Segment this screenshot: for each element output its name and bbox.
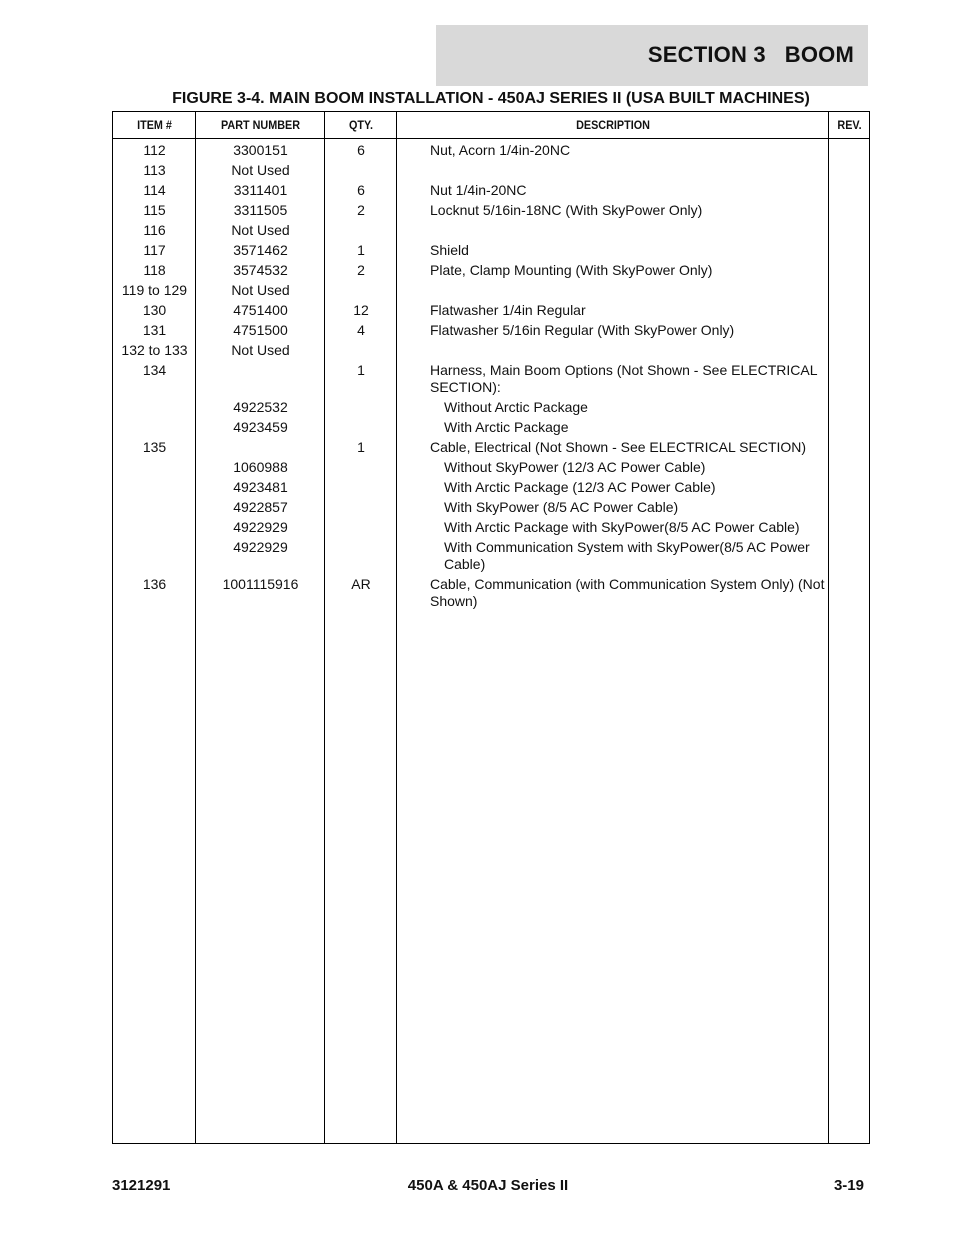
description: Flatwasher 5/16in Regular (With SkyPower Only) bbox=[430, 322, 735, 338]
description: Plate, Clamp Mounting (With SkyPower Only) bbox=[430, 262, 713, 278]
part-number: Not Used bbox=[231, 282, 290, 298]
part-number: 1060988 bbox=[233, 459, 288, 475]
part-number: Not Used bbox=[231, 222, 290, 238]
header-item: ITEM # bbox=[137, 118, 172, 132]
description: With SkyPower (8/5 AC Power Cable) bbox=[444, 499, 679, 515]
quantity: 4 bbox=[357, 322, 365, 338]
part-number: 3311505 bbox=[233, 202, 288, 218]
table-row bbox=[113, 240, 869, 260]
quantity: 6 bbox=[357, 142, 365, 158]
item-number: 119 to 129 bbox=[121, 282, 188, 298]
table-row bbox=[113, 457, 869, 477]
table-row bbox=[113, 537, 869, 574]
section-header bbox=[436, 25, 868, 86]
section-title: SECTION 3 BOOM bbox=[647, 42, 854, 67]
part-number: 4923459 bbox=[233, 419, 288, 435]
description: With Arctic Package bbox=[444, 419, 569, 435]
description: Without Arctic Package bbox=[444, 399, 588, 415]
part-number: Not Used bbox=[231, 162, 290, 178]
part-number: 1001115916 bbox=[222, 576, 299, 592]
description: Harness, Main Boom Options (Not Shown - See ELECTRICAL SECTION): bbox=[430, 362, 817, 395]
part-number: 4922532 bbox=[233, 399, 288, 415]
item-number: 132 to 133 bbox=[121, 342, 188, 358]
table-row bbox=[113, 220, 869, 240]
part-number: 4922929 bbox=[233, 539, 288, 555]
item-number: 136 bbox=[142, 576, 167, 592]
quantity: 2 bbox=[357, 202, 365, 218]
item-number: 114 bbox=[143, 182, 166, 198]
quantity: 12 bbox=[353, 302, 369, 318]
part-number: 4923481 bbox=[233, 479, 288, 495]
part-number: 3311401 bbox=[233, 182, 288, 198]
description bbox=[430, 222, 828, 239]
description: Without SkyPower (12/3 AC Power Cable) bbox=[444, 459, 706, 475]
quantity: 6 bbox=[357, 182, 365, 198]
table-row bbox=[113, 397, 869, 417]
description: Nut, Acorn 1/4in-20NC bbox=[430, 142, 571, 158]
part-number: 4922929 bbox=[233, 519, 288, 535]
footer-page-number: 3-19 bbox=[833, 1177, 864, 1194]
table-row bbox=[113, 160, 869, 180]
description: Cable, Communication (with Communication System Only) (Not Shown) bbox=[430, 576, 825, 609]
quantity: 2 bbox=[357, 262, 365, 278]
table-row bbox=[113, 280, 869, 300]
figure-title: FIGURE 3-4. MAIN BOOM INSTALLATION - 450AJ SERIES II (USA BUILT MACHINES) bbox=[172, 90, 810, 107]
part-number: 4922857 bbox=[233, 499, 288, 515]
part-number: Not Used bbox=[231, 342, 290, 358]
item-number: 130 bbox=[142, 302, 167, 318]
part-number: 4751400 bbox=[233, 302, 288, 318]
table-row bbox=[113, 340, 869, 360]
description: With Communication System with SkyPower(8/5 AC Power Cable) bbox=[444, 539, 810, 572]
table-row bbox=[113, 140, 869, 160]
table-row bbox=[113, 200, 869, 220]
table-row bbox=[113, 180, 869, 200]
description bbox=[430, 342, 828, 359]
quantity: 1 bbox=[357, 362, 365, 378]
item-number: 113 bbox=[143, 162, 166, 178]
description: Cable, Electrical (Not Shown - See ELECTRICAL SECTION) bbox=[430, 439, 807, 455]
item-number: 115 bbox=[143, 202, 166, 218]
quantity: AR bbox=[351, 576, 371, 592]
description: Locknut 5/16in-18NC (With SkyPower Only) bbox=[430, 202, 703, 218]
header-description: DESCRIPTION bbox=[576, 118, 650, 132]
description: Shield bbox=[430, 242, 469, 258]
item-number: 118 bbox=[143, 262, 166, 278]
table-row bbox=[113, 320, 869, 340]
header-qty: QTY. bbox=[348, 118, 373, 132]
table-row bbox=[113, 300, 869, 320]
item-number: 117 bbox=[143, 242, 166, 258]
description: Flatwasher 1/4in Regular bbox=[430, 302, 586, 318]
header-part-number: PART NUMBER bbox=[220, 118, 301, 132]
table-row bbox=[113, 437, 869, 457]
footer-model: 450A & 450AJ Series II bbox=[407, 1177, 569, 1194]
item-number: 112 bbox=[143, 142, 166, 158]
footer-doc-number: 3121291 bbox=[112, 1177, 171, 1194]
description: Nut 1/4in-20NC bbox=[430, 182, 527, 198]
table-row bbox=[113, 360, 869, 397]
item-number: 134 bbox=[142, 362, 167, 378]
quantity: 1 bbox=[357, 439, 365, 455]
description: With Arctic Package (12/3 AC Power Cable) bbox=[444, 479, 716, 495]
description: With Arctic Package with SkyPower(8/5 AC Power Cable) bbox=[444, 519, 800, 535]
description bbox=[430, 162, 828, 179]
part-number: 3574532 bbox=[233, 262, 288, 278]
description bbox=[430, 282, 828, 299]
item-number: 135 bbox=[142, 439, 167, 455]
table-row bbox=[113, 517, 869, 537]
table-row bbox=[113, 497, 869, 517]
table-body bbox=[113, 140, 869, 611]
item-number: 131 bbox=[142, 322, 167, 338]
part-number: 3300151 bbox=[233, 142, 288, 158]
quantity: 1 bbox=[357, 242, 365, 258]
table-row bbox=[113, 417, 869, 437]
table-row bbox=[113, 574, 869, 611]
table-row bbox=[113, 477, 869, 497]
part-number: 3571462 bbox=[233, 242, 288, 258]
item-number: 116 bbox=[143, 222, 166, 238]
table-header bbox=[113, 112, 869, 139]
parts-table bbox=[112, 111, 870, 1144]
part-number: 4751500 bbox=[233, 322, 288, 338]
header-rev: REV. bbox=[837, 118, 862, 132]
table-row bbox=[113, 260, 869, 280]
